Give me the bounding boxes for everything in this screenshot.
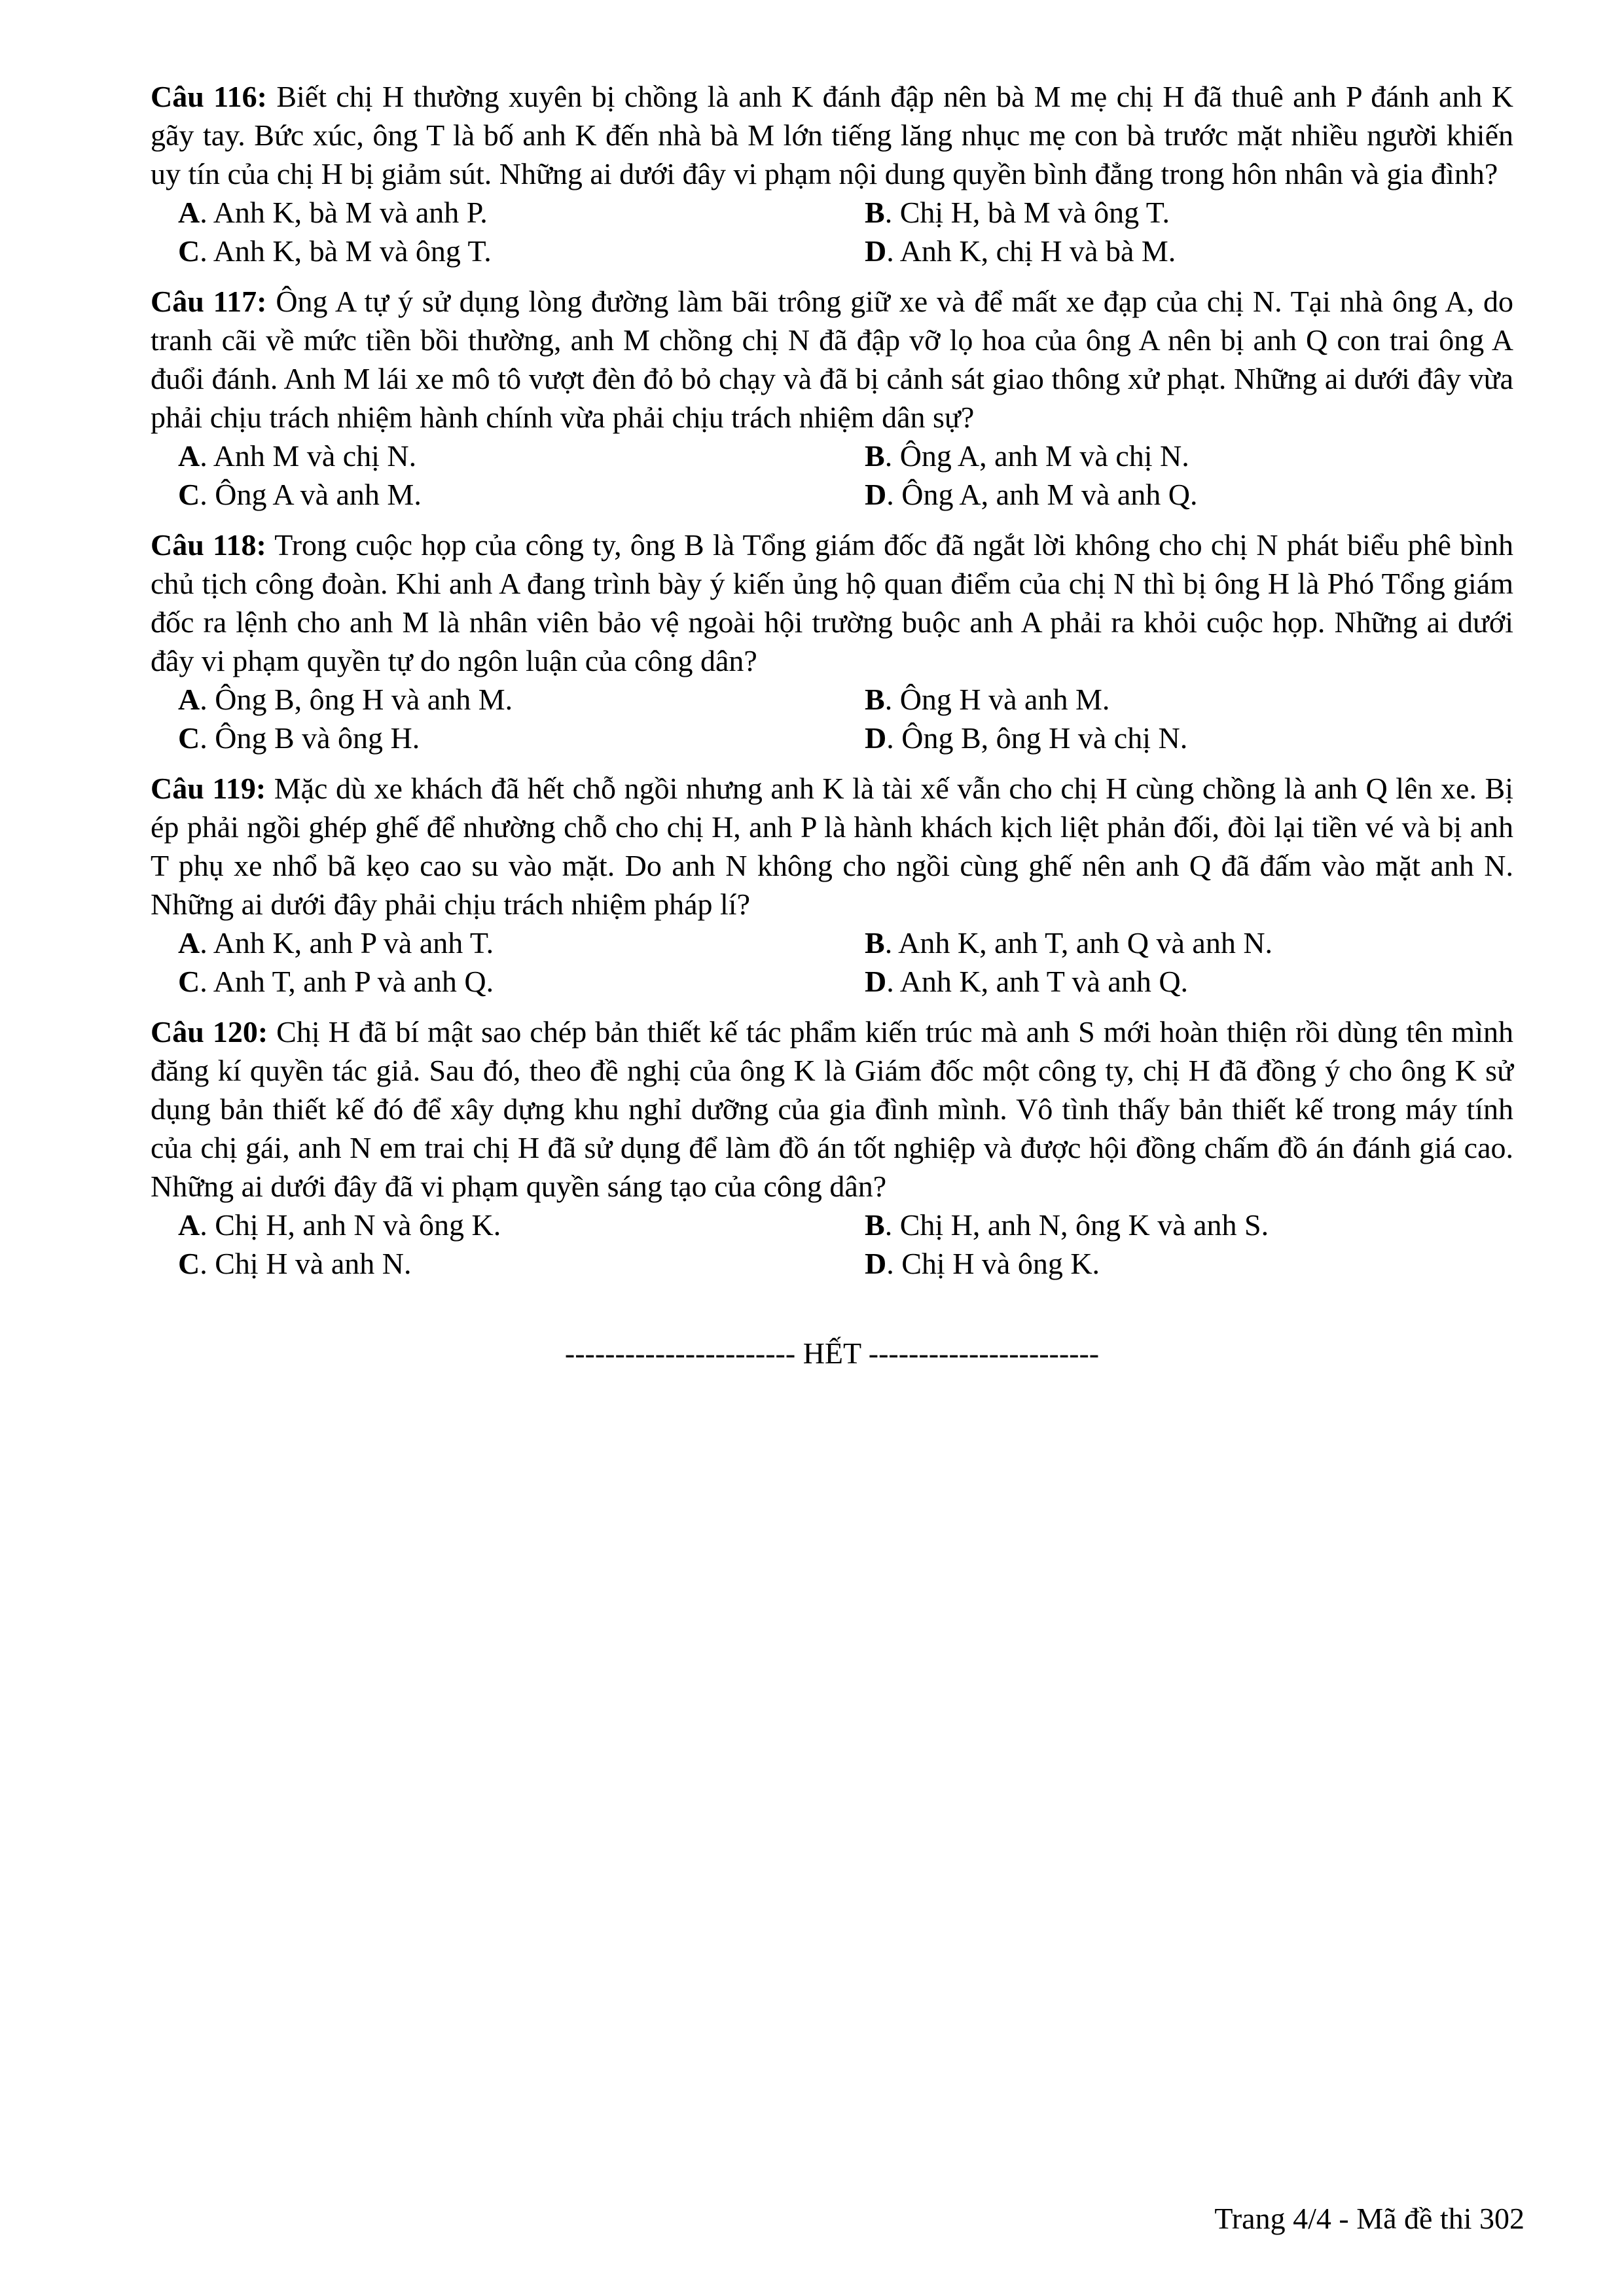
answer-options <box>178 437 1513 514</box>
question-text: Mặc dù xe khách đã hết chỗ ngồi nhưng anh K là tài xế vẫn cho chị H cùng chồng là anh Q lên xe. Bị ép phải ngồi ghép ghế để nhường chỗ cho chị H, anh P là hành khách kịch liệt phản đối, đòi lại tiền vé và bị anh T phụ xe nhổ bã kẹo cao su vào mặt. Do anh N không cho ngồi cùng ghế nên anh Q đã đấm vào mặt anh N. Những ai dưới đây phải chịu trách nhiệm pháp lí? <box>151 772 1513 921</box>
option-letter: B <box>865 683 885 716</box>
question-text: Trong cuộc họp của công ty, ông B là Tổng giám đốc đã ngắt lời không cho chị N phát biểu phê bình chủ tịch công đoàn. Khi anh A đang trình bày ý kiến ủng hộ quan điểm của chị N thì bị ông H là Phó Tổng giám đốc ra lệnh cho anh M là nhân viên bảo vệ ngoài hội trường buộc anh A phải ra khỏi cuộc họp. Những ai dưới đây vi phạm quyền tự do ngôn luận của công dân? <box>151 528 1513 677</box>
option-d <box>865 475 1519 514</box>
question-118 <box>151 526 1513 757</box>
option-text: . Chị H, bà M và ông T. <box>884 196 1170 229</box>
option-text: . Anh K, bà M và ông T. <box>200 234 492 268</box>
option-b <box>865 437 1519 475</box>
option-text: . Anh K, anh T và anh Q. <box>886 965 1189 998</box>
option-d <box>865 719 1519 757</box>
option-text: . Anh T, anh P và anh Q. <box>200 965 494 998</box>
option-text: . Ông A, anh M và anh Q. <box>886 478 1198 511</box>
option-letter: C <box>178 965 200 998</box>
option-letter: B <box>865 1208 885 1242</box>
option-letter: B <box>865 196 885 229</box>
option-letter: A <box>178 926 200 960</box>
question-text: Biết chị H thường xuyên bị chồng là anh K đánh đập nên bà M mẹ chị H đã thuê anh P đánh anh K gãy tay. Bức xúc, ông T là bố anh K đến nhà bà M lớn tiếng lăng nhục mẹ con bà trước mặt nhiều người khiến uy tín của chị H bị giảm sút. Những ai dưới đây vi phạm nội dung quyền bình đẳng trong hôn nhân và gia đình? <box>151 80 1513 190</box>
option-d <box>865 962 1519 1001</box>
option-letter: D <box>865 721 887 755</box>
question-stem <box>151 77 1513 193</box>
question-label: Câu 119: <box>151 772 266 805</box>
option-text: . Ông B, ông H và chị N. <box>886 721 1188 755</box>
option-b <box>865 680 1519 719</box>
option-c <box>178 1244 865 1283</box>
option-letter: A <box>178 439 200 473</box>
question-list <box>151 77 1513 1370</box>
option-text: . Anh K, anh T, anh Q và anh N. <box>884 926 1273 960</box>
option-text: . Ông H và anh M. <box>884 683 1110 716</box>
option-letter: C <box>178 721 200 755</box>
question-120 <box>151 1013 1513 1283</box>
option-text: . Ông A và anh M. <box>200 478 422 511</box>
question-117 <box>151 282 1513 514</box>
question-text: Ông A tự ý sử dụng lòng đường làm bãi trông giữ xe và để mất xe đạp của chị N. Tại nhà ông A, do tranh cãi về mức tiền bồi thường, anh M chồng chị N đã đập vỡ lọ hoa của ông A nên bị anh Q con trai ông A đuổi đánh. Anh M lái xe mô tô vượt đèn đỏ bỏ chạy và đã bị cảnh sát giao thông xử phạt. Những ai dưới đây vừa phải chịu trách nhiệm hành chính vừa phải chịu trách nhiệm dân sự? <box>151 285 1513 434</box>
option-letter: D <box>865 965 887 998</box>
option-d <box>865 1244 1519 1283</box>
option-text: . Anh K, chị H và bà M. <box>886 234 1176 268</box>
question-text: Chị H đã bí mật sao chép bản thiết kế tác phẩm kiến trúc mà anh S mới hoàn thiện rồi dùng tên mình đăng kí quyền tác giả. Sau đó, theo đề nghị của ông K là Giám đốc một công ty, chị H đã đồng ý cho ông K sử dụng bản thiết kế đó để xây dựng khu nghỉ dưỡng của gia đình mình. Vô tình thấy bản thiết kế trong máy tính của chị gái, anh N em trai chị H đã sử dụng để làm đồ án tốt nghiệp và được hội đồng chấm đồ án đánh giá cao. Những ai dưới đây đã vi phạm quyền sáng tạo của công dân? <box>151 1015 1513 1203</box>
option-a <box>178 437 865 475</box>
option-letter: B <box>865 439 885 473</box>
option-letter: D <box>865 478 887 511</box>
option-b <box>865 193 1519 232</box>
end-marker: ----------------------- HẾT ----------------------- <box>564 1336 1100 1370</box>
question-label: Câu 118: <box>151 528 266 562</box>
question-stem <box>151 282 1513 437</box>
question-stem <box>151 1013 1513 1206</box>
option-text: . Chị H và anh N. <box>200 1247 412 1280</box>
question-116 <box>151 77 1513 270</box>
option-letter: A <box>178 1208 200 1242</box>
option-text: . Chị H, anh N, ông K và anh S. <box>884 1208 1269 1242</box>
option-a <box>178 924 865 962</box>
option-text: . Ông A, anh M và chị N. <box>884 439 1189 473</box>
option-letter: C <box>178 234 200 268</box>
answer-options <box>178 680 1513 757</box>
question-stem <box>151 526 1513 680</box>
option-letter: C <box>178 1247 200 1280</box>
option-c <box>178 475 865 514</box>
option-c <box>178 719 865 757</box>
option-letter: C <box>178 478 200 511</box>
answer-options <box>178 1206 1513 1283</box>
option-a <box>178 193 865 232</box>
option-text: . Anh K, anh P và anh T. <box>200 926 494 960</box>
question-119 <box>151 769 1513 1001</box>
option-d <box>865 232 1519 270</box>
option-letter: B <box>865 926 885 960</box>
option-text: . Ông B và ông H. <box>200 721 420 755</box>
question-label: Câu 117: <box>151 285 267 318</box>
option-b <box>865 1206 1519 1244</box>
question-stem <box>151 769 1513 924</box>
option-letter: A <box>178 683 200 716</box>
option-text: . Chị H, anh N và ông K. <box>200 1208 501 1242</box>
option-text: . Chị H và ông K. <box>886 1247 1100 1280</box>
option-letter: A <box>178 196 200 229</box>
question-label: Câu 120: <box>151 1015 268 1049</box>
answer-options <box>178 193 1513 270</box>
option-letter: D <box>865 234 887 268</box>
option-text: . Anh M và chị N. <box>200 439 417 473</box>
option-c <box>178 232 865 270</box>
option-b <box>865 924 1519 962</box>
answer-options <box>178 924 1513 1001</box>
option-text: . Anh K, bà M và anh P. <box>200 196 488 229</box>
option-a <box>178 1206 865 1244</box>
option-c <box>178 962 865 1001</box>
option-text: . Ông B, ông H và anh M. <box>200 683 513 716</box>
page-footer: Trang 4/4 - Mã đề thi 302 <box>1214 2202 1525 2235</box>
option-letter: D <box>865 1247 887 1280</box>
option-a <box>178 680 865 719</box>
question-label: Câu 116: <box>151 80 267 113</box>
